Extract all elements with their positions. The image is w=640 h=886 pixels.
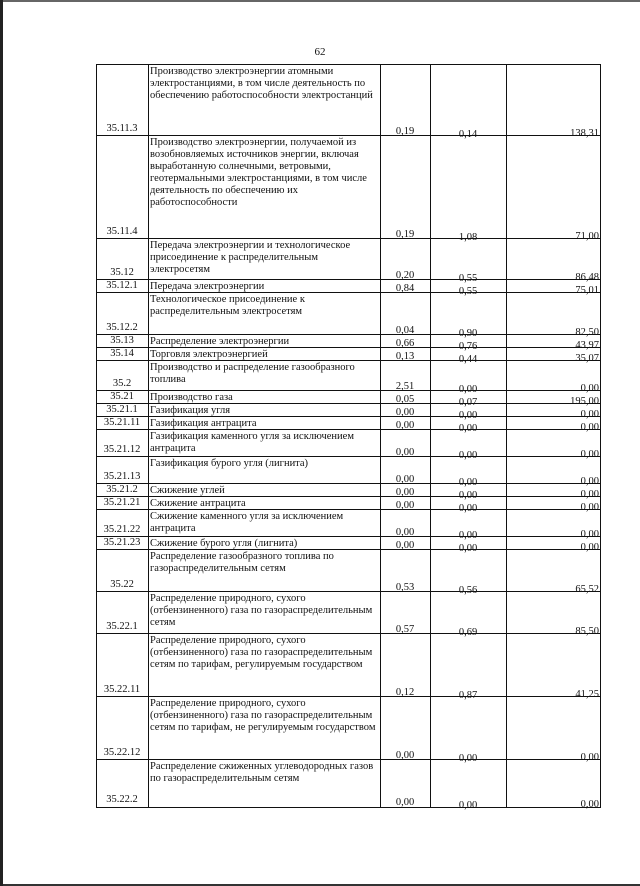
value-cell-1: 0,00: [395, 447, 415, 458]
table-row: [96, 456, 601, 488]
value-cell-3: 0,00: [580, 502, 599, 513]
table-row: [96, 633, 601, 701]
code-cell: 35.21.12: [103, 444, 141, 455]
value-cell-1: 2,51: [395, 381, 415, 392]
value-cell-2: 0,55: [458, 286, 478, 297]
value-cell-1: 0,19: [395, 229, 415, 240]
value-cell-2: 0,00: [458, 450, 478, 461]
value-cell-3: 0,00: [580, 476, 599, 487]
code-cell: 35.21.11: [103, 417, 141, 428]
value-cell-2: 0,87: [458, 690, 478, 701]
table-row: [96, 334, 601, 352]
description-cell: Производство и распределение газообразного топлива: [150, 362, 355, 385]
code-cell: 35.21: [110, 391, 134, 402]
value-cell-2: 0,07: [458, 397, 478, 408]
code-cell: 35.12.1: [106, 280, 138, 291]
value-cell-2: 0,90: [458, 328, 478, 339]
description-cell: Сжижение углей: [150, 485, 225, 496]
value-cell-2: 0,76: [458, 341, 478, 352]
description-cell: Передача электроэнергии: [150, 281, 265, 292]
table-row: [96, 496, 601, 514]
description-cell: Газификация угля: [150, 405, 231, 416]
value-cell-1: 0,05: [395, 394, 415, 405]
code-cell: 35.22.2: [106, 794, 138, 805]
description-cell: Распределение газообразного топлива по газораспределительным сетям: [150, 551, 334, 574]
description-cell: Сжижение каменного угля за исключением антрацита: [150, 511, 344, 534]
code-cell: 35.12: [110, 267, 134, 278]
description-cell: Производство электроэнергии, получаемой из возобновляемых источников энергии, включая выработанную солнечными, ветровыми, геотермальными электростанциями, в том числе деятельность по обеспечению их работоспособности: [150, 137, 367, 208]
value-cell-2: 1,08: [458, 232, 478, 243]
description-cell: Сжижение антрацита: [150, 498, 246, 509]
value-cell-1: 0,00: [395, 797, 415, 808]
description-cell: Распределение электроэнергии: [150, 336, 290, 347]
value-cell-1: 0,84: [395, 283, 415, 294]
description-cell: Технологическое присоединение к распределительным электросетям: [150, 294, 305, 317]
value-cell-1: 0,66: [395, 338, 415, 349]
value-cell-3: 71,00: [575, 231, 599, 242]
description-cell: Производство электроэнергии атомными электростанциями, в том числе деятельность по обеспечению работоспособности электростанций: [150, 66, 373, 101]
value-cell-1: 0,00: [395, 420, 415, 431]
value-cell-3: 0,00: [580, 752, 599, 763]
table-row: [96, 403, 601, 421]
code-cell: 35.22.12: [103, 747, 141, 758]
value-cell-2: 0,00: [458, 410, 478, 421]
code-cell: 35.21.22: [103, 524, 141, 535]
value-cell-1: 0,00: [395, 540, 415, 551]
value-cell-1: 0,00: [395, 750, 415, 761]
value-cell-3: 0,00: [580, 542, 599, 553]
code-cell: 35.2: [112, 378, 132, 389]
value-cell-1: 0,00: [395, 527, 415, 538]
description-cell: Распределение сжиженных углеводородных газов по газораспределительным сетям: [150, 761, 374, 784]
value-cell-3: 65,52: [575, 584, 599, 595]
value-cell-2: 0,00: [458, 530, 478, 541]
table-row: [96, 591, 601, 638]
value-cell-3: 85,50: [575, 626, 599, 637]
code-cell: 35.11.3: [106, 123, 138, 134]
value-cell-3: 86,48: [575, 272, 599, 283]
table-row: [96, 416, 601, 434]
value-cell-1: 0,04: [395, 325, 415, 336]
code-cell: 35.22.11: [103, 684, 141, 695]
code-cell: 35.22.1: [106, 621, 138, 632]
value-cell-1: 0,20: [395, 270, 415, 281]
code-cell: 35.13: [110, 335, 134, 346]
value-cell-1: 0,00: [395, 500, 415, 511]
code-cell: 35.21.13: [103, 471, 141, 482]
description-cell: Распределение природного, сухого (отбензиненного) газа по газораспределительным сетям: [150, 593, 373, 628]
value-cell-1: 0,13: [395, 351, 415, 362]
value-cell-3: 0,00: [580, 383, 599, 394]
code-cell: 35.22: [110, 579, 134, 590]
table-row: [96, 429, 601, 461]
value-cell-3: 0,00: [580, 489, 599, 500]
value-cell-3: 195,00: [570, 396, 599, 407]
description-cell: Передача электроэнергии и технологическое присоединение к распределительным электросетям: [150, 240, 351, 275]
code-cell: 35.21.1: [106, 404, 138, 415]
value-cell-2: 0,14: [458, 129, 478, 140]
value-cell-3: 35,07: [575, 353, 599, 364]
value-cell-2: 0,44: [458, 354, 478, 365]
code-cell: 35.21.2: [106, 484, 138, 495]
description-cell: Газификация бурого угля (лигнита): [150, 458, 309, 469]
table-row: [96, 536, 601, 554]
value-cell-2: 0,69: [458, 627, 478, 638]
value-cell-1: 0,19: [395, 126, 415, 137]
value-cell-2: 0,00: [458, 384, 478, 395]
table-row: [96, 64, 601, 140]
table-row: [96, 279, 601, 297]
table-row: [96, 696, 601, 764]
value-cell-2: 0,00: [458, 503, 478, 514]
value-cell-3: 41,25: [575, 689, 599, 700]
code-cell: 35.11.4: [106, 226, 138, 237]
table-row: [96, 292, 601, 339]
value-cell-1: 0,12: [395, 687, 415, 698]
value-cell-2: 0,56: [458, 585, 478, 596]
value-cell-1: 0,00: [395, 407, 415, 418]
table-row: [96, 759, 601, 811]
description-cell: Распределение природного, сухого (отбензиненного) газа по газораспределительным сетям по тарифам, регулируемым государством: [150, 635, 373, 670]
code-cell: 35.12.2: [106, 322, 138, 333]
description-cell: Торговля электроэнергией: [150, 349, 268, 360]
value-cell-3: 0,00: [580, 799, 599, 810]
table-row: [96, 238, 601, 284]
description-cell: Сжижение бурого угля (лигнита): [150, 538, 298, 549]
table-row: [96, 509, 601, 541]
description-cell: Газификация каменного угля за исключением антрацита: [150, 431, 354, 454]
value-cell-2: 0,00: [458, 477, 478, 488]
page-number: 62: [314, 46, 326, 58]
value-cell-1: 0,53: [395, 582, 415, 593]
value-cell-2: 0,00: [458, 800, 478, 811]
table-row: [96, 483, 601, 501]
table-row: [96, 549, 601, 596]
table-row: [96, 360, 601, 395]
value-cell-2: 0,00: [458, 543, 478, 554]
value-cell-3: 82,50: [575, 327, 599, 338]
value-cell-1: 0,00: [395, 487, 415, 498]
table-row: [96, 390, 601, 408]
value-cell-2: 0,55: [458, 273, 478, 284]
value-cell-2: 0,00: [458, 423, 478, 434]
value-cell-3: 0,00: [580, 529, 599, 540]
code-cell: 35.14: [110, 348, 134, 359]
value-cell-3: 0,00: [580, 409, 599, 420]
description-cell: Распределение природного, сухого (отбензиненного) газа по газораспределительным сетям по тарифам, не регулируемым государством: [150, 698, 376, 733]
value-cell-3: 43,97: [575, 340, 599, 351]
value-cell-3: 0,00: [580, 422, 599, 433]
value-cell-3: 0,00: [580, 449, 599, 460]
description-cell: Производство газа: [150, 392, 233, 403]
code-cell: 35.21.21: [103, 497, 141, 508]
value-cell-1: 0,57: [395, 624, 415, 635]
value-cell-2: 0,00: [458, 490, 478, 501]
table-row: [96, 347, 601, 365]
value-cell-3: 75,01: [575, 285, 599, 296]
code-cell: 35.21.23: [103, 537, 141, 548]
value-cell-3: 138,31: [570, 128, 599, 139]
table-row: [96, 135, 601, 243]
description-cell: Газификация антрацита: [150, 418, 257, 429]
value-cell-1: 0,00: [395, 474, 415, 485]
value-cell-2: 0,00: [458, 753, 478, 764]
